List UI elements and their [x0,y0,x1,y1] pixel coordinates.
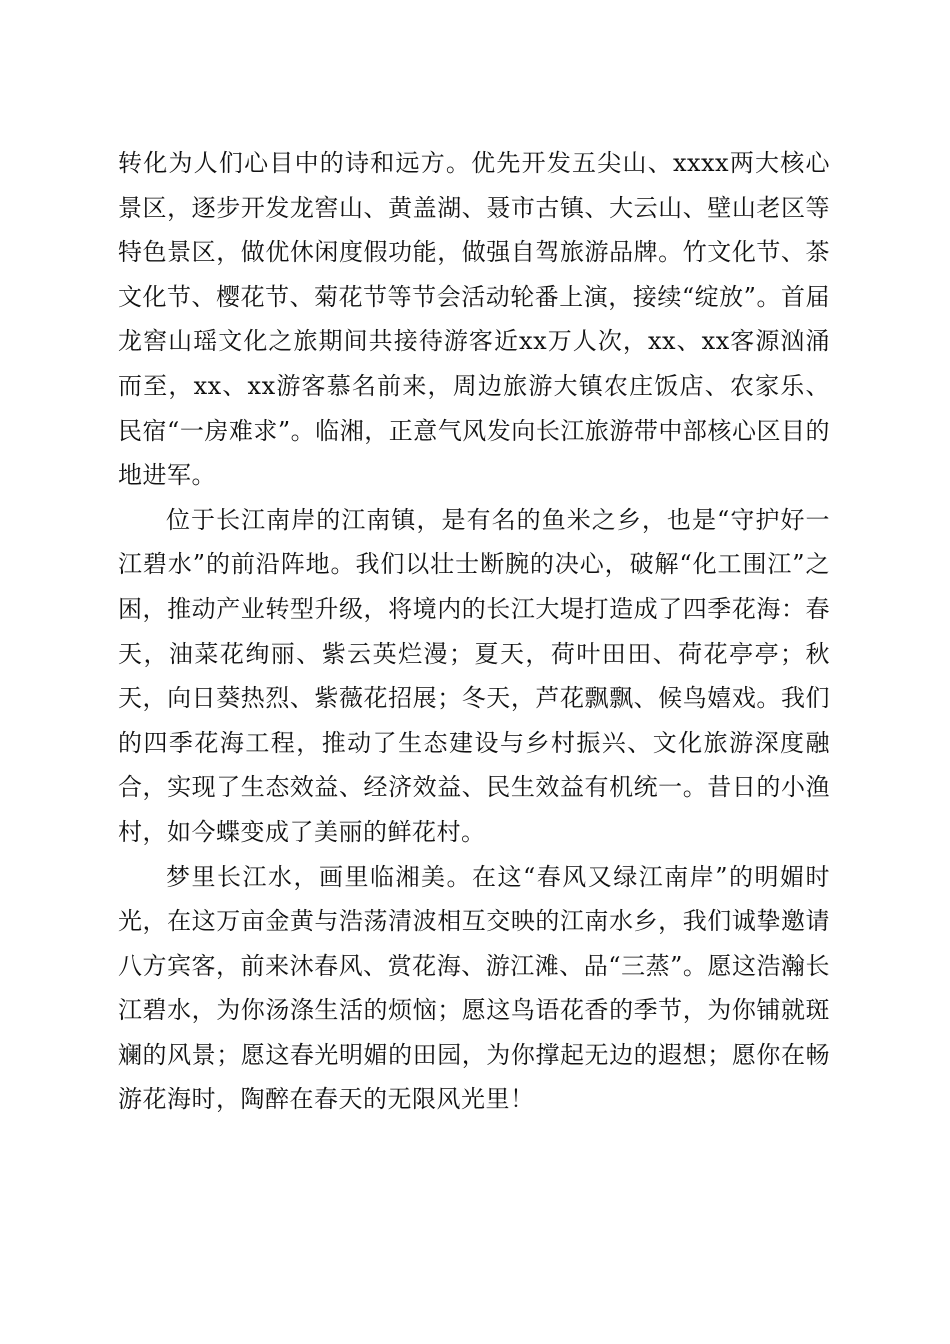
paragraph-1: 转化为人们心目中的诗和远方。优先开发五尖山、xxxx两大核心景区，逐步开发龙窖山、黄盖湖、聂市古镇、大云山、壁山老区等特色景区，做优休闲度假功能，做强自驾旅游品牌。竹文化节、茶文化节、樱花节、菊花节等节会活动轮番上演，接续“绽放”。首届龙窖山瑶文化之旅期间共接待游客近xx万人次，xx、xx客源汹涌而至，xx、xx游客慕名前来，周边旅游大镇农庄饭店、农家乐、民宿“一房难求”。临湘，正意气风发向长江旅游带中部核心区目的地进军。 [118,149,830,490]
document-body [118,141,830,1122]
paragraph-3: 梦里长江水，画里临湘美。在这“春风又绿江南岸”的明媚时光，在这万亩金黄与浩荡清波相互交映的江南水乡，我们诚挚邀请八方宾客，前来沐春风、赏花海、游江滩、品“三蒸”。愿这浩瀚长江碧水，为你汤涤生活的烦恼；愿这鸟语花香的季节，为你铺就斑斓的风景；愿这春光明媚的田园，为你撑起无边的遐想；愿你在畅游花海时，陶醉在春天的无限风光里！ [118,862,830,1114]
paragraph-2: 位于长江南岸的江南镇，是有名的鱼米之乡，也是“守护好一江碧水”的前沿阵地。我们以壮士断腕的决心，破解“化工围江”之困，推动产业转型升级，将境内的长江大堤打造成了四季花海：春天，油菜花绚丽、紫云英烂漫；夏天，荷叶田田、荷花亭亭；秋天，向日葵热烈、紫薇花招展；冬天，芦花飘飘、候鸟嬉戏。我们的四季花海工程，推动了生态建设与乡村振兴、文化旅游深度融合，实现了生态效益、经济效益、民生效益有机统一。昔日的小渔村，如今蝶变成了美丽的鲜花村。 [118,505,830,846]
